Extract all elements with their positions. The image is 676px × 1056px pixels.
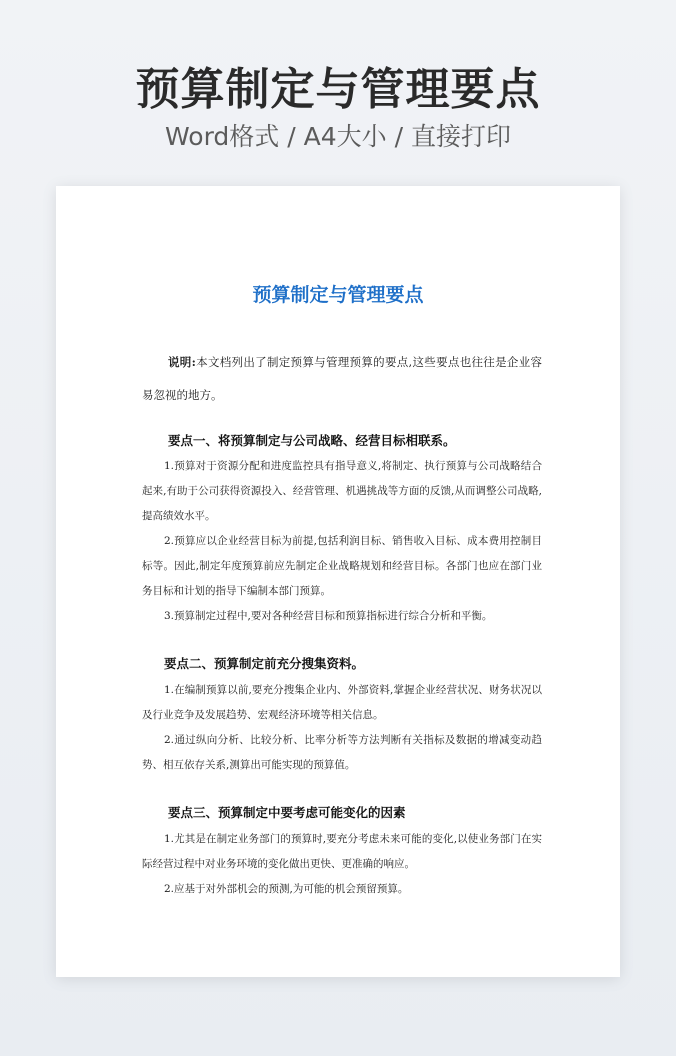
section-2-paragraph-2: 2.通过纵向分析、比较分析、比率分析等方法判断有关指标及数据的增减变动趋势、相互依存关系,测算出可能实现的预算值。 <box>142 734 542 771</box>
section-heading-1: 要点一、将预算制定与公司战略、经营目标相联系。 <box>168 433 456 448</box>
section-2-paragraph-1: 1.在编制预算以前,要充分搜集企业内、外部资料,掌握企业经营状况、财务状况以及行业竞争及发展趋势、宏观经济环境等相关信息。 <box>142 684 542 721</box>
section-1-paragraph-1: 1.预算对于资源分配和进度监控具有指导意义,将制定、执行预算与公司战略结合起来,有助于公司获得资源投入、经营管理、机遇挑战等方面的反馈,从而调整公司战略,提高绩效水平。 <box>142 460 542 522</box>
intro-paragraph <box>142 346 542 412</box>
document-title: 预算制定与管理要点 <box>252 284 424 306</box>
page-subtitle: Word格式 / A4大小 / 直接打印 <box>165 122 511 151</box>
section-heading-2: 要点二、预算制定前充分搜集资料。 <box>164 656 365 671</box>
section-3-paragraph-1: 1.尤其是在制定业务部门的预算时,要充分考虑未来可能的变化,以使业务部门在实际经营过程中对业务环境的变化做出更快、更准确的响应。 <box>142 833 542 870</box>
page-title: 预算制定与管理要点 <box>135 64 541 115</box>
intro-lead: 说明: <box>168 355 196 369</box>
section-3-paragraph-2: 2.应基于对外部机会的预测,为可能的机会预留预算。 <box>164 883 409 895</box>
section-1-paragraph-3: 3.预算制定过程中,要对各种经营目标和预算指标进行综合分析和平衡。 <box>164 610 493 622</box>
document-page <box>56 186 620 977</box>
section-1-paragraph-2: 2.预算应以企业经营目标为前提,包括利润目标、销售收入目标、成本费用控制目标等。因此,制定年度预算前应先制定企业战略规划和经营目标。各部门也应在部门业务目标和计划的指导下编制本部门预算。 <box>142 535 542 597</box>
intro-text: 本文档列出了制定预算与管理预算的要点,这些要点也往往是企业容易忽视的地方。 <box>142 355 543 402</box>
section-heading-3: 要点三、预算制定中要考虑可能变化的因素 <box>168 805 406 820</box>
